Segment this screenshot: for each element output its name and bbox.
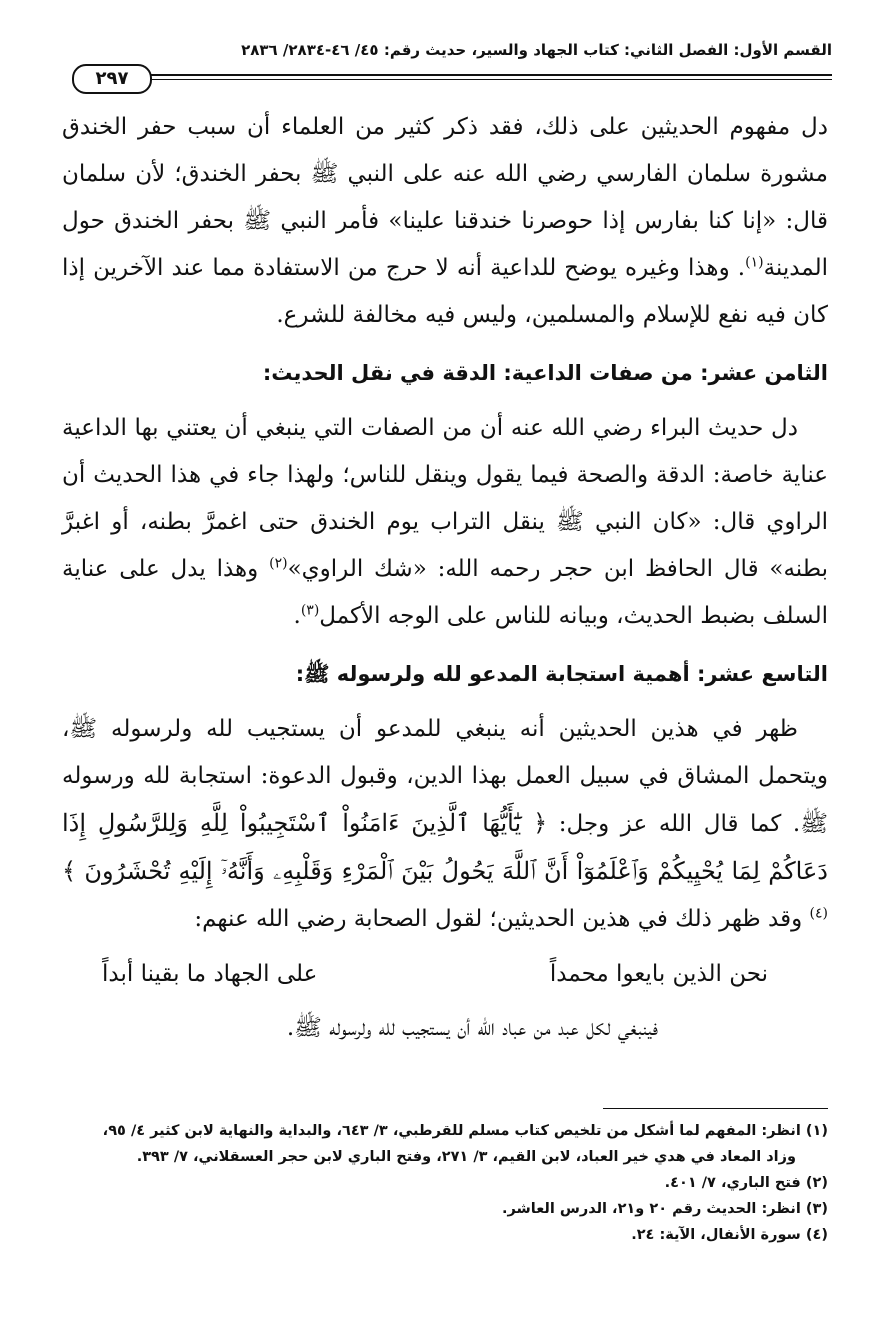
text-line: بطنه، أو اغبرَّ بطنه» قال الحافظ ابن حجر رحمه الله: «شك الراوي» — [62, 509, 828, 582]
paragraph-trench-consultation — [62, 104, 828, 339]
footnote-4 — [62, 1222, 828, 1248]
text-line: الخندق حول المدينة — [62, 208, 829, 281]
section-heading-18: الثامن عشر: من صفات الداعية: الدقة في نقل الحديث: — [262, 361, 828, 385]
header-rule-thin — [150, 79, 832, 80]
text-line: الخندق مشورة سلمان الفارسي رضي الله عنه على النبي ﷺ بحفر الخندق؛ لأن — [62, 114, 828, 187]
footnote-text-continued: وزاد المعاد في هدي خير العباد، لابن القيم، ٣/ ٢٧١، وفتح الباري لابن حجر العسقلاني، ٧/ ٣٩٣. — [136, 1149, 796, 1165]
text-line: . — [293, 603, 301, 629]
text-line: الاستفادة مما عند الآخرين إذا كان فيه نفع للإسلام والمسلمين، وليس فيه — [62, 255, 828, 328]
section-heading-19: التاسع عشر: أهمية استجابة المدعو لله ولرسوله ﷺ: — [295, 662, 828, 686]
footnote-text: انظر: المفهم لما أشكل من تلخيص كتاب مسلم للقرطبي، ٣/ ٦٤٣، والبداية والنهاية لابن كثير ٤/ ٩٥، — [102, 1123, 801, 1139]
footnote-number: (٤) — [805, 1227, 828, 1243]
text-line: عناية خاصة: الدقة والصحة فيما يقول وينقل للناس؛ ولهذا جاء في هذا — [170, 462, 829, 488]
footnote-number: (٣) — [805, 1201, 828, 1217]
closing-sentence: فينبغي لكل عبد من عباد الله أن يستجيب لله ولرسوله ﷺ. — [286, 1015, 658, 1041]
footnote-divider — [603, 1108, 828, 1109]
quran-verse: ﴿ يَٰٓأَيُّهَا ٱلَّذِينَ ءَامَنُواْ ٱسْتَجِيبُواْ لِلَّهِ وَلِلرَّسُولِ إِذَا — [62, 809, 548, 837]
text-line: يدل على عناية السلف بضبط الحديث، وبيانه للناس على الوجه الأكمل — [62, 556, 828, 629]
poem-verse — [62, 949, 828, 999]
text-line: وهذا — [216, 556, 270, 582]
text-line: وقد ظهر ذلك في هذين الحديثين؛ لقول الصحابة رضي الله عنهم: — [194, 906, 810, 932]
poem-hemistich-second: على الجهاد ما بقينا أبداً — [102, 961, 318, 987]
page-body — [62, 104, 828, 1052]
footnote-text: سورة الأنفال، الآية: ٢٤. — [631, 1227, 801, 1243]
footnote-number: (١) — [805, 1123, 828, 1139]
paragraph-response — [62, 706, 828, 943]
running-header: القسم الأول: الفصل الثاني: كتاب الجهاد والسير، حديث رقم: ٤٥/ ٤٦-٢٨٣٤/ ٢٨٣٦ — [241, 41, 832, 59]
header-rule — [150, 74, 832, 76]
text-line: . وهذا وغيره يوضح للداعية أنه لا حرج من — [347, 255, 746, 281]
footnote-ref-2: (٢) — [269, 555, 288, 572]
text-line: ويتحمل المشاق في سبيل العمل بهذا الدين، وقبول الدعوة: استجابة لله — [143, 763, 828, 789]
text-line: ظهر في هذين الحديثين أنه ينبغي للمدعو أن يستجيب لله ولرسوله ﷺ، — [62, 716, 798, 742]
text-line: ورسوله ﷺ. كما قال الله عز وجل: — [62, 763, 828, 837]
footnote-number: (٢) — [805, 1175, 828, 1191]
footnote-1 — [62, 1118, 828, 1170]
footnote-ref-4: (٤) — [809, 905, 828, 922]
quran-verse: تُحْشَرُونَ ﴾ — [62, 857, 171, 885]
poem-hemistich-first: نحن الذين بايعوا محمداً — [549, 961, 768, 987]
footnote-3 — [62, 1196, 828, 1222]
paragraph-accuracy — [62, 405, 828, 640]
footnote-ref-1: (١) — [745, 254, 764, 271]
text-line: سلمان قال: «إنا كنا بفارس إذا حوصرنا خندقنا علينا» فأمر النبي ﷺ بحفر — [62, 161, 828, 234]
text-line: مخالفة للشرع. — [276, 302, 418, 328]
footnote-text: فتح الباري، ٧/ ٤٠١. — [664, 1175, 801, 1191]
footnote-2 — [62, 1170, 828, 1196]
footnote-text: انظر: الحديث رقم ٢٠ و٢١، الدرس العاشر. — [501, 1201, 801, 1217]
footnotes — [62, 1118, 828, 1248]
text-line: دل مفهوم الحديثين على ذلك، فقد ذكر كثير من العلماء أن سبب حفر — [137, 114, 829, 140]
text-line: الحديث أن الراوي قال: «كان النبي ﷺ ينقل التراب يوم الخندق حتى اغمرَّ — [62, 462, 829, 535]
footnote-ref-3: (٣) — [300, 602, 320, 619]
text-line: دل حديث البراء رضي الله عنه أن من الصفات التي ينبغي أن يعتني بها الداعية — [62, 415, 798, 441]
page-number: ٢٩٧ — [72, 64, 152, 94]
header-rule-row — [58, 64, 832, 94]
quran-verse: دَعَاكُمْ لِمَا يُحْيِيكُمْ وَٱعْلَمُوٓاْ أَنَّ ٱللَّهَ يَحُولُ بَيْنَ ٱلْمَرْءِ وَقَلْبِهِۦ وَأَنَّهُۥٓ إِلَيْهِ — [178, 857, 828, 885]
